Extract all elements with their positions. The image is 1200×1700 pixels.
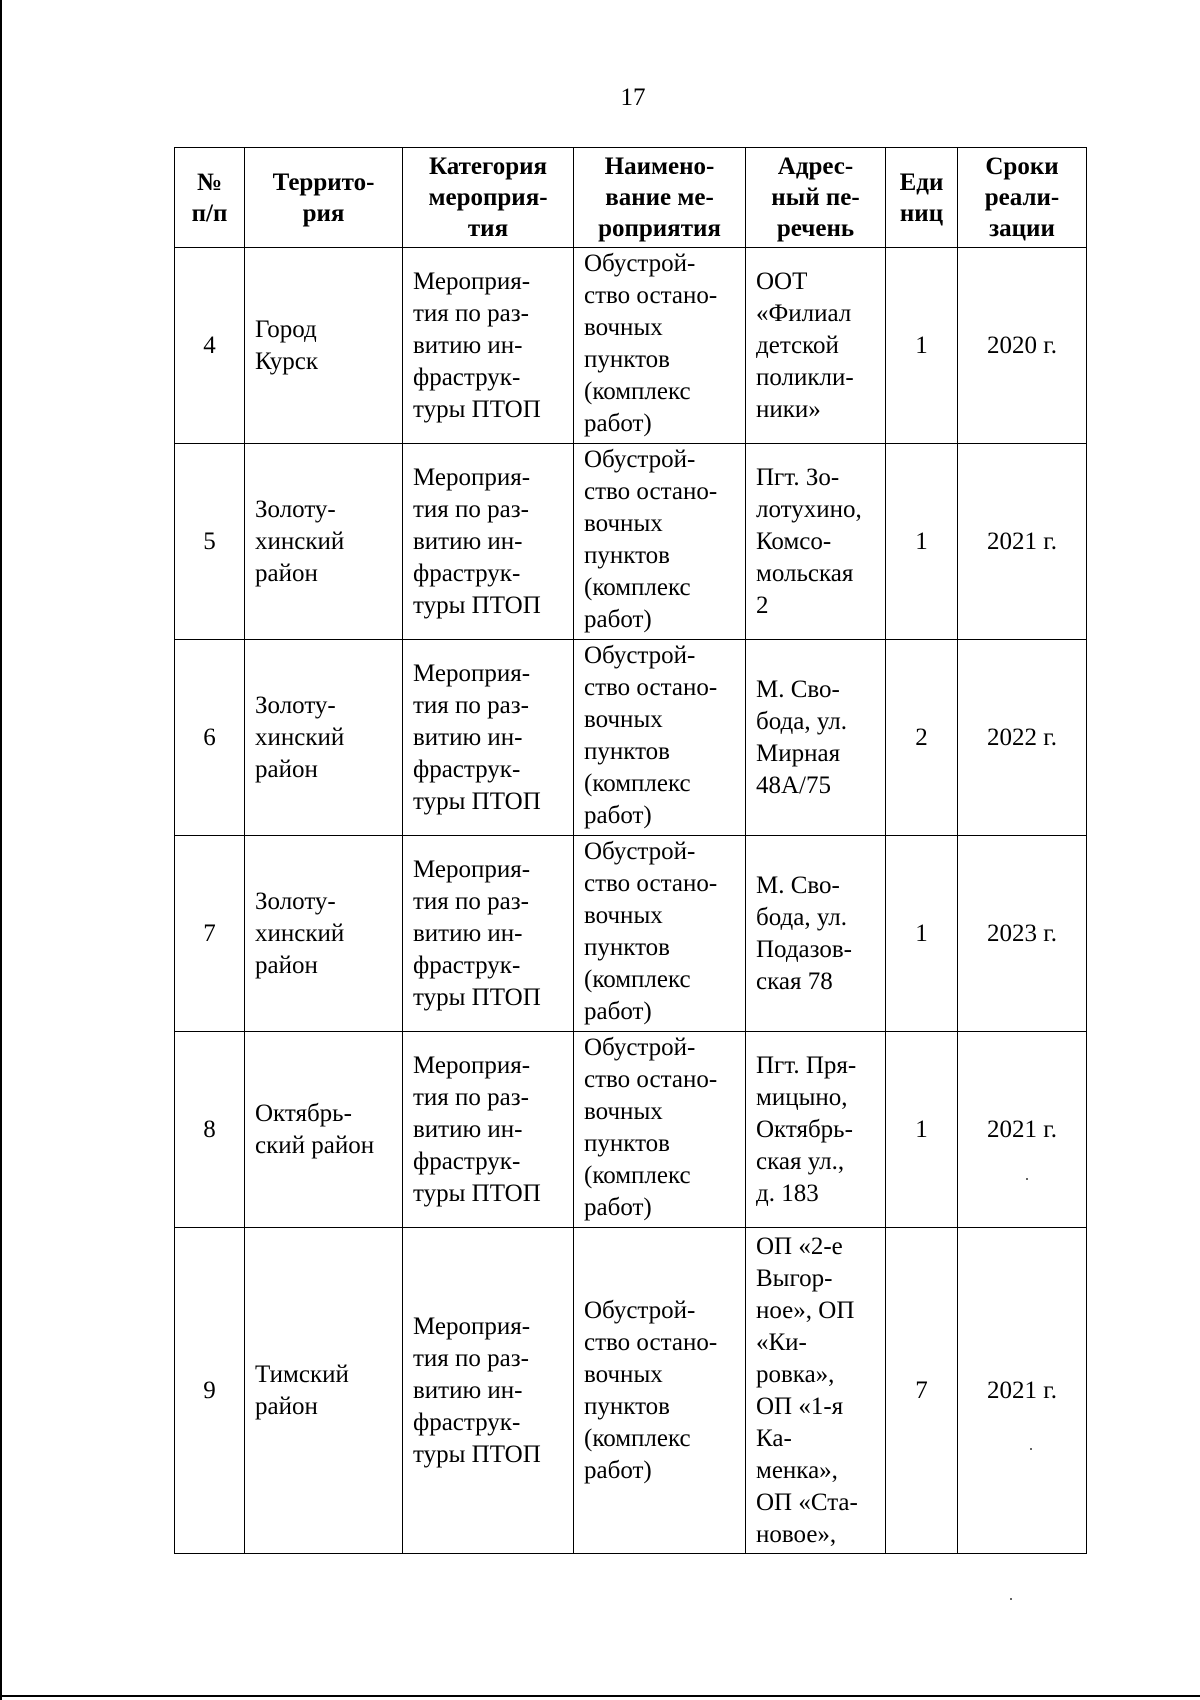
measures-table [174, 147, 1087, 1554]
header-measure-name: Наимено- вание ме- роприятия [574, 148, 746, 248]
cell-category: Мероприя- тия по раз- витию ин- фраструк- туры ПТОП [403, 444, 574, 640]
page-number: 17 [620, 84, 646, 111]
cell-units: 2 [886, 640, 958, 836]
header-territory: Террито- рия [245, 148, 403, 248]
cell-term: 2023 г. [958, 836, 1087, 1032]
cell-units: 1 [886, 1032, 958, 1228]
cell-territory: Золоту- хинский район [245, 836, 403, 1032]
cell-category: Мероприя- тия по раз- витию ин- фраструк- туры ПТОП [403, 836, 574, 1032]
scan-speck [1030, 1448, 1032, 1450]
cell-category: Мероприя- тия по раз- витию ин- фраструк- туры ПТОП [403, 1032, 574, 1228]
table-row [175, 1032, 1087, 1228]
cell-territory: Золоту- хинский район [245, 640, 403, 836]
cell-measure-name: Обустрой- ство остано- вочных пунктов (комплекс работ) [574, 836, 746, 1032]
cell-category: Мероприя- тия по раз- витию ин- фраструк- туры ПТОП [403, 1228, 574, 1554]
cell-units: 1 [886, 248, 958, 444]
cell-units: 7 [886, 1228, 958, 1554]
cell-territory: Город Курск [245, 248, 403, 444]
header-category: Категория мероприя- тия [403, 148, 574, 248]
cell-term: 2021 г. [958, 1228, 1087, 1554]
cell-address: М. Сво- бода, ул. Мирная 48А/75 [746, 640, 886, 836]
cell-number: 6 [175, 640, 245, 836]
cell-term: 2022 г. [958, 640, 1087, 836]
cell-territory: Золоту- хинский район [245, 444, 403, 640]
cell-measure-name: Обустрой- ство остано- вочных пунктов (комплекс работ) [574, 640, 746, 836]
scan-edge-bottom [0, 1695, 1200, 1697]
table-row [175, 836, 1087, 1032]
table-row [175, 444, 1087, 640]
cell-number: 7 [175, 836, 245, 1032]
header-term: Сроки реали- зации [958, 148, 1087, 248]
table-row [175, 1228, 1087, 1554]
table-row [175, 248, 1087, 444]
cell-number: 4 [175, 248, 245, 444]
cell-territory: Октябрь- ский район [245, 1032, 403, 1228]
cell-measure-name: Обустрой- ство остано- вочных пунктов (комплекс работ) [574, 1228, 746, 1554]
header-address: Адрес- ный пе- речень [746, 148, 886, 248]
cell-number: 8 [175, 1032, 245, 1228]
cell-address: ОП «2-е Выгор- ное», ОП «Ки- ровка», ОП «1-я Ка- менка», ОП «Ста- новое», [746, 1228, 886, 1554]
table-header-row [175, 148, 1087, 248]
header-units: Еди ниц [886, 148, 958, 248]
scan-speck [1010, 1598, 1012, 1600]
cell-measure-name: Обустрой- ство остано- вочных пунктов (комплекс работ) [574, 444, 746, 640]
cell-term: 2021 г. [958, 444, 1087, 640]
cell-address: М. Сво- бода, ул. Подазов- ская 78 [746, 836, 886, 1032]
scan-speck [1026, 1178, 1028, 1180]
cell-number: 5 [175, 444, 245, 640]
cell-category: Мероприя- тия по раз- витию ин- фраструк- туры ПТОП [403, 248, 574, 444]
cell-units: 1 [886, 444, 958, 640]
scan-edge-left [0, 0, 2, 1700]
cell-address: ООТ «Филиал детской поликли- ники» [746, 248, 886, 444]
table-row [175, 640, 1087, 836]
cell-term: 2020 г. [958, 248, 1087, 444]
cell-territory: Тимский район [245, 1228, 403, 1554]
cell-measure-name: Обустрой- ство остано- вочных пунктов (комплекс работ) [574, 248, 746, 444]
cell-term: 2021 г. [958, 1032, 1087, 1228]
cell-address: Пгт. Пря- мицыно, Октябрь- ская ул., д. 183 [746, 1032, 886, 1228]
cell-measure-name: Обустрой- ство остано- вочных пунктов (комплекс работ) [574, 1032, 746, 1228]
header-number: № п/п [175, 148, 245, 248]
cell-address: Пгт. Зо- лотухино, Комсо- мольская 2 [746, 444, 886, 640]
cell-units: 1 [886, 836, 958, 1032]
cell-category: Мероприя- тия по раз- витию ин- фраструк- туры ПТОП [403, 640, 574, 836]
cell-number: 9 [175, 1228, 245, 1554]
